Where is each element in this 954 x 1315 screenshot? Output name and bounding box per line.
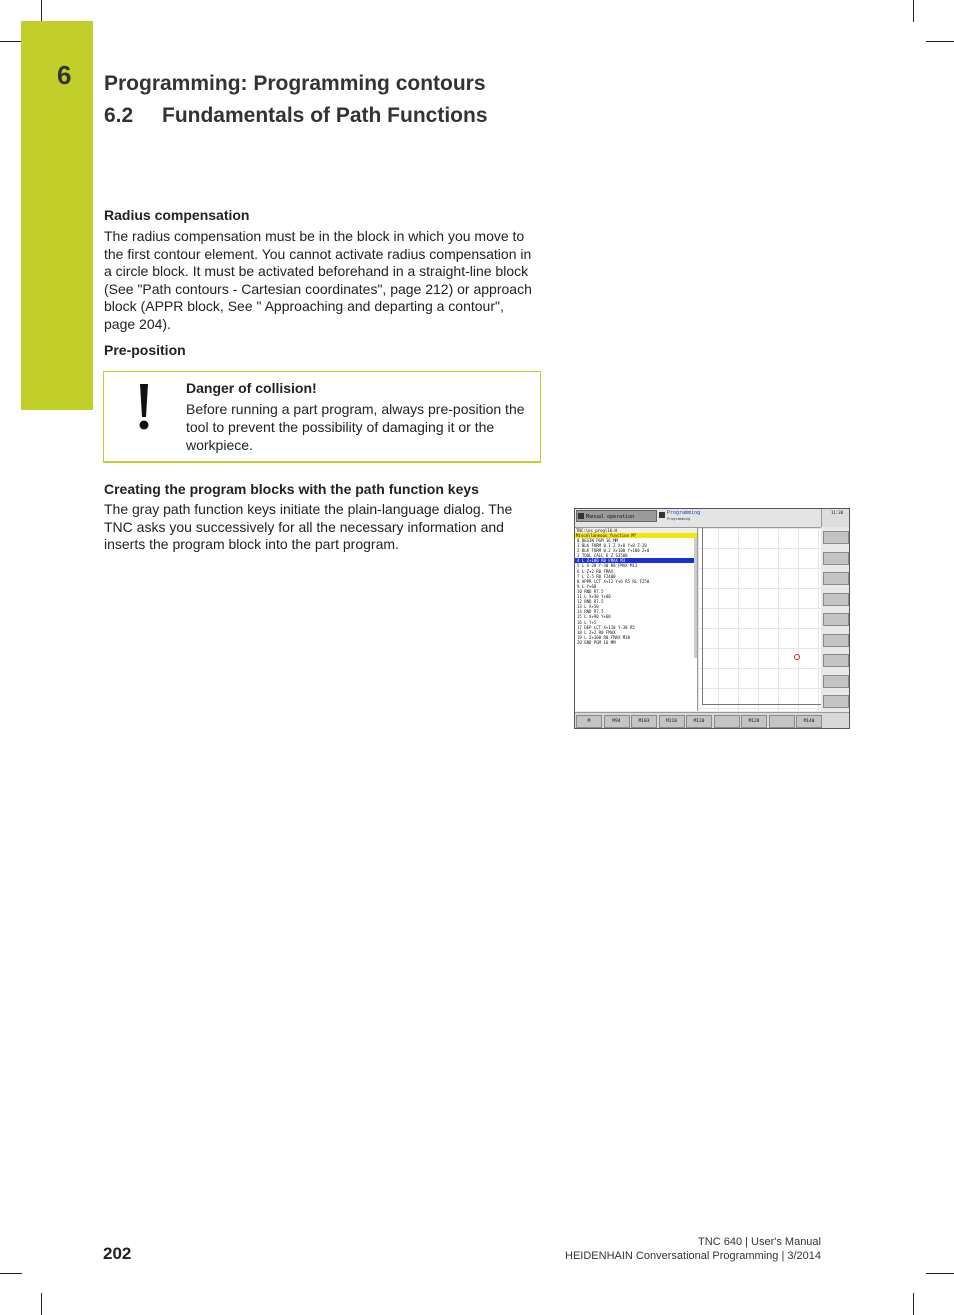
- crop-mark: [41, 1293, 42, 1315]
- creating-heading: Creating the program blocks with the path function keys: [104, 481, 479, 497]
- warning-title: Danger of collision!: [186, 380, 317, 396]
- softkey[interactable]: M118: [659, 715, 685, 728]
- chapter-number: 6: [57, 60, 72, 90]
- crop-mark: [913, 0, 914, 22]
- softkey[interactable]: [714, 715, 740, 728]
- softkey[interactable]: M: [576, 715, 602, 728]
- page-number: 202: [103, 1244, 132, 1263]
- crop-mark: [0, 41, 22, 42]
- program-line[interactable]: 13 L X+50: [577, 604, 599, 610]
- program-line[interactable]: 17 DEP LCT X+110 Y-30 R5: [577, 624, 635, 630]
- softkey[interactable]: M94: [604, 715, 630, 728]
- program-line[interactable]: 7 L Z-5 R0 F2400: [577, 573, 616, 579]
- side-softkey[interactable]: [823, 593, 849, 606]
- softkey[interactable]: M140: [796, 715, 822, 728]
- softkey-bar: [575, 712, 850, 729]
- tnc-screenshot: [574, 508, 850, 729]
- side-softkey[interactable]: [823, 654, 849, 667]
- side-softkey[interactable]: [823, 634, 849, 647]
- dialog-line: Miscellaneous function M?: [575, 533, 697, 538]
- program-line[interactable]: 14 RND R7.5: [577, 609, 604, 615]
- program-line[interactable]: 3 TOOL CALL 6 Z S3500: [577, 553, 628, 559]
- crop-mark: [913, 1293, 914, 1315]
- program-line[interactable]: 4 L Z+100 R0 FMAX M3: [575, 558, 697, 563]
- footer-line2: HEIDENHAIN Conversational Programming | 3/2014: [565, 1250, 821, 1262]
- program-line[interactable]: 8 APPR LCT X+12 Y+6 R5 RL F250: [577, 578, 650, 584]
- mode-right-label: Programming: [667, 510, 701, 516]
- softkey[interactable]: M103: [631, 715, 657, 728]
- section-number: 6.2: [104, 104, 134, 127]
- radius-compensation-text: The radius compensation must be in the block in which you move to the first contour element. You cannot activate radius compensation in a circle block. It must be activated beforehand in a straight-line block (See "Path contours - Cartesian coordinates", page 212) or approach block (APPR block, See " Approaching and departing a contour", page 204).: [104, 228, 532, 332]
- program-line[interactable]: 15 L X+90 Y+60: [577, 614, 611, 620]
- mode-programming: [658, 510, 748, 522]
- footer-line1: TNC 640 | User's Manual: [698, 1236, 821, 1248]
- side-softkey[interactable]: [823, 695, 849, 708]
- creating-text: The gray path function keys initiate the plain-language dialog. The TNC asks you successively for all the necessary information and inserts the program block into the part program.: [104, 501, 513, 553]
- mode-manual-operation: [576, 510, 657, 522]
- section-title: [104, 104, 488, 128]
- program-line[interactable]: 19 L Z+100 R0 FMAX M30: [577, 634, 630, 640]
- edit-icon: [659, 512, 665, 518]
- program-line[interactable]: 10 RND R7.5: [577, 588, 604, 594]
- program-window: [575, 528, 698, 711]
- crop-mark: [926, 1273, 954, 1274]
- exclamation-icon: [134, 384, 154, 430]
- program-lines: [575, 538, 697, 645]
- crop-mark: [41, 0, 42, 22]
- program-line[interactable]: 6 L Z+2 R0 FMAX: [577, 568, 614, 574]
- program-line[interactable]: 16 L Y+5: [577, 619, 597, 625]
- crop-mark: [926, 41, 954, 42]
- mode-left-label: Manual operation: [586, 514, 635, 520]
- program-line[interactable]: 12 RND R7.5: [577, 599, 604, 605]
- softkey[interactable]: M128: [741, 715, 767, 728]
- softkey[interactable]: [769, 715, 795, 728]
- warning-box: [103, 371, 541, 463]
- vertical-softkeys: [821, 527, 850, 711]
- side-softkey[interactable]: [823, 613, 849, 626]
- x-axis: [702, 704, 821, 705]
- section-title-text: Fundamentals of Path Functions: [162, 104, 488, 127]
- program-path: TNC:\nc_prog\16.H: [575, 528, 697, 533]
- program-line[interactable]: 20 END PGM 16 MM: [577, 639, 616, 645]
- side-softkey[interactable]: [823, 572, 849, 585]
- pre-position-heading: Pre-position: [104, 342, 186, 358]
- radius-compensation-heading: Radius compensation: [104, 207, 250, 223]
- mode-right-sub: Programming: [667, 517, 691, 521]
- clock: 11:30: [821, 509, 850, 527]
- side-softkey[interactable]: [823, 552, 849, 565]
- softkey[interactable]: M120: [686, 715, 712, 728]
- program-line[interactable]: 11 L X+30 Y+80: [577, 594, 611, 600]
- program-line[interactable]: 18 L Z+2 R0 FMAX: [577, 629, 616, 635]
- graphics-window: [698, 528, 821, 711]
- hand-icon: [578, 513, 584, 519]
- warning-text: Before running a part program, always pre-position the tool to prevent the possibility of damaging it or the workpiece.: [186, 401, 525, 453]
- program-line[interactable]: 1 BLK FORM 0.1 Z X+0 Y+0 Z-20: [577, 543, 647, 549]
- footer-text: [565, 1235, 821, 1263]
- side-softkey[interactable]: [823, 675, 849, 688]
- mode-bar: [575, 509, 821, 528]
- y-axis: [702, 528, 703, 704]
- chapter-title: Programming: Programming contours: [104, 72, 486, 95]
- scrollbar: [694, 538, 697, 658]
- side-softkey[interactable]: [823, 531, 849, 544]
- program-line[interactable]: 2 BLK FORM 0.2 X+100 Y+100 Z+0: [577, 548, 650, 554]
- crop-mark: [0, 1273, 22, 1274]
- tool-position-marker: [794, 654, 800, 660]
- program-line[interactable]: 5 L X-20 Y-30 R0 FMAX M13: [577, 563, 638, 569]
- program-line[interactable]: 9 L Y+68: [577, 583, 597, 589]
- program-line[interactable]: 0 BEGIN PGM 16 MM: [577, 538, 618, 543]
